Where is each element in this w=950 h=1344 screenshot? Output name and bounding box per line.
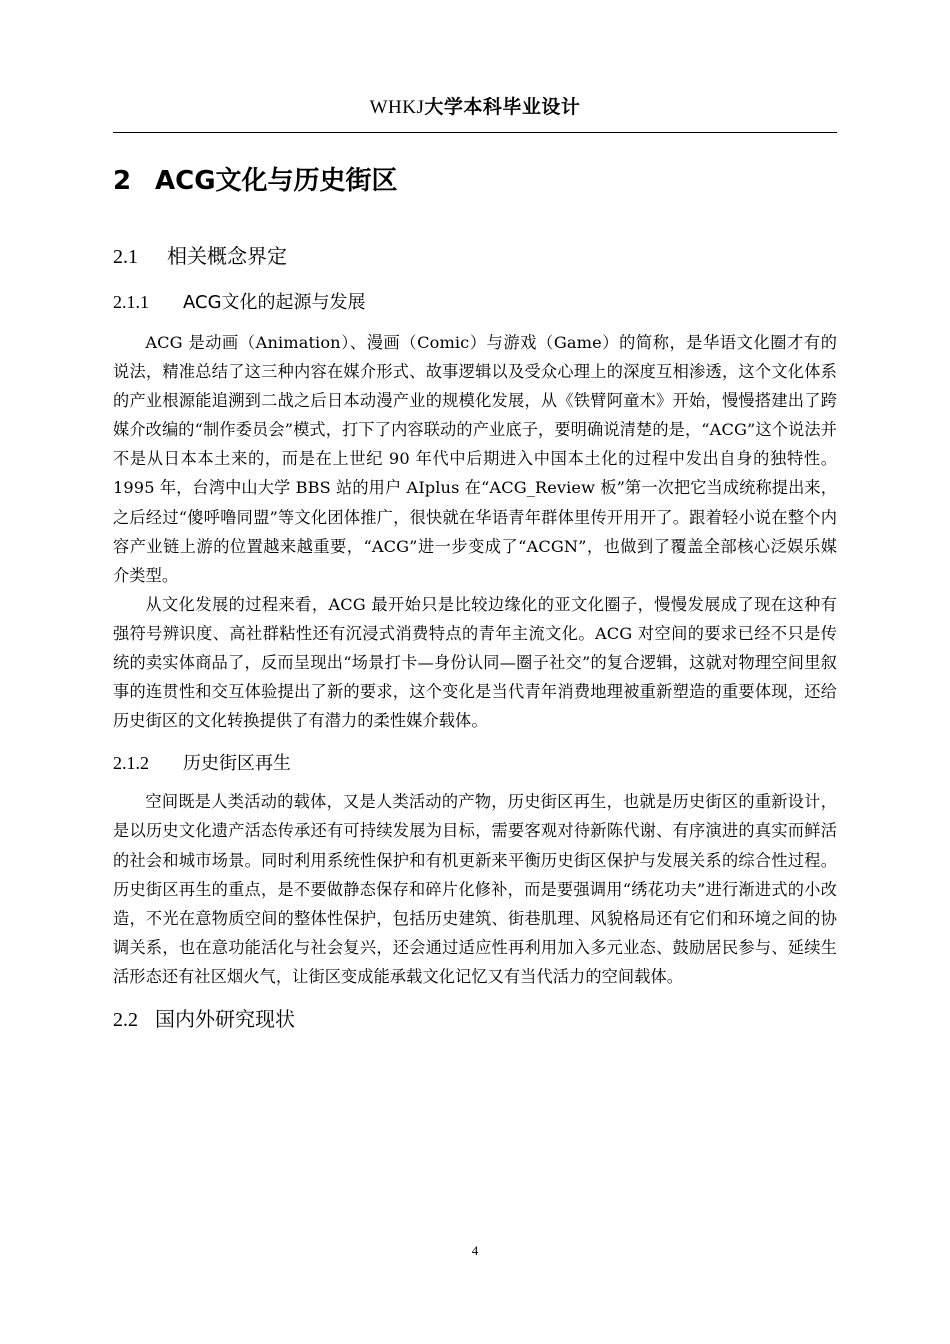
header-title-latin: WHKJ: [369, 97, 425, 118]
section-title: 国内外研究现状: [155, 1006, 295, 1031]
section-number: 2.1: [113, 246, 138, 268]
subsection-number: 2.1.1: [113, 292, 149, 312]
section-number: 2.2: [113, 1008, 138, 1031]
page-body: [113, 158, 837, 1041]
chapter-number: 2: [113, 166, 132, 196]
chapter-title: ACG文化与历史街区: [155, 166, 398, 196]
paragraph: 从文化发展的过程来看，ACG 最开始只是比较边缘化的亚文化圈子，慢慢发展成了现在这种有强符号辨识度、高社群粘性还有沉浸式消费特点的青年主流文化。ACG 对空间的要求已经不只是传统的卖实体商品了，反而呈现出“场景打卡—身份认同—圈子社交”的复合逻辑，这就对物理空间里叙事的连贯性和交互体验提出了新的要求，这个变化是当代青年消费地理被重新塑造的重要体现，还给历史街区的文化转换提供了有潜力的柔性媒介载体。: [113, 594, 837, 731]
header-title-cjk: 大学本科毕业设计: [424, 96, 581, 118]
section-heading-2-1: [113, 234, 837, 278]
page-number: 4: [471, 1243, 479, 1258]
section-heading-2-2: [113, 997, 837, 1041]
subsection-title: ACG文化的起源与发展: [183, 292, 366, 313]
section-title: 相关概念界定: [167, 244, 287, 268]
subsection-heading-2-1-2: [113, 741, 837, 785]
page-header: [113, 92, 837, 134]
paragraph: 空间既是人类活动的载体，又是人类活动的产物，历史街区再生，也就是历史街区的重新设计，是以历史文化遗产活态传承还有可持续发展为目标，需要客观对待新陈代谢、有序演进的真实而鲜活的社会和城市场景。同时利用系统性保护和有机更新来平衡历史街区保护与发展关系的综合性过程。历史街区再生的重点，是不要做静态保存和碎片化修补，而是要强调用“绣花功夫”进行渐进式的小改造，不光在意物质空间的整体性保护，包括历史建筑、街巷肌理、风貌格局还有它们和环境之间的协调关系，也在意功能活化与社会复兴，还会通过适应性再利用加入多元业态、鼓励居民参与、延续生活形态还有社区烟火气，让街区变成能承载文化记忆又有当代活力的空间载体。: [113, 792, 837, 986]
subsection-number: 2.1.2: [113, 753, 149, 774]
subsection-heading-2-1-1: [113, 280, 837, 324]
header-rule: [113, 132, 837, 133]
paragraph: ACG 是动画（Animation）、漫画（Comic）与游戏（Game）的简称，是华语文化圈才有的说法，精准总结了这三种内容在媒介形式、故事逻辑以及受众心理上的深度互相渗透，这个文化体系的产业根源能追溯到二战之后日本动漫产业的规模化发展，从《铁臂阿童木》开始，慢慢搭建出了跨媒介改编的“制作委员会”模式，打下了内容联动的产业底子，要明确说清楚的是，“ACG”这个说法并不是从日本本土来的，而是在上世纪 90 年代中后期进入中国本土化的过程中发出自身的独特性。1995 年，台湾中山大学 BBS 站的用户 AIplus 在“ACG_Review 板”第一次把它当成统称提出来，之后经过“傻呼噜同盟”等文化团体推广，很快就在华语青年群体里传开用开了。跟着轻小说在整个内容产业链上游的位置越来越重要，“ACG”进一步变成了“ACGN”，也做到了覆盖全部核心泛娱乐媒介类型。: [113, 333, 837, 585]
subsection-title: 历史街区再生: [183, 753, 291, 775]
chapter-heading: [113, 158, 837, 204]
